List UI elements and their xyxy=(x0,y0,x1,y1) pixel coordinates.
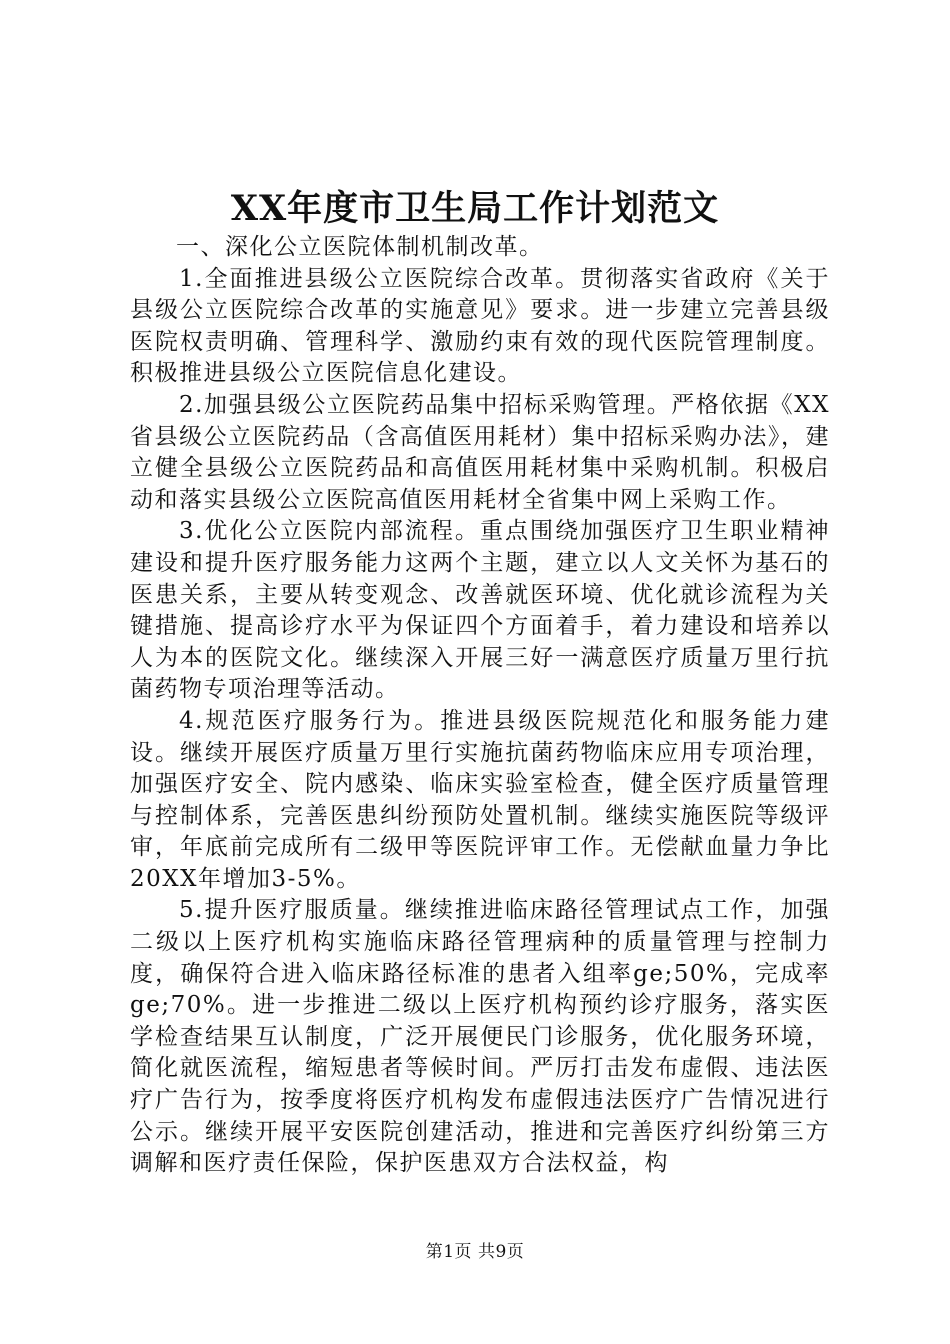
paragraph-5: 5.提升医疗服质量。继续推进临床路径管理试点工作，加强二级以上医疗机构实施临床路径管理病种的质量管理与控制力度，确保符合进入临床路径标准的患者入组率ge;50%，完成率ge;70%。进一步推进二级以上医疗机构预约诊疗服务，落实医学检查结果互认制度，广泛开展便民门诊服务，优化服务环境，简化就医流程，缩短患者等候时间。严厉打击发布虚假、违法医疗广告行为，按季度将医疗机构发布虚假违法医疗广告情况进行公示。继续开展平安医院创建活动，推进和完善医疗纠纷第三方调解和医疗责任保险，保护医患双方合法权益，构 xyxy=(130,897,830,1177)
document-title: XX年度市卫生局工作计划范文 xyxy=(230,188,720,229)
page-footer: 第1页 共9页 xyxy=(425,1242,525,1262)
paragraph-3: 3.优化公立医院内部流程。重点围绕加强医疗卫生职业精神建设和提升医疗服务能力这两个主题，建立以人文关怀为基石的医患关系，主要从转变观念、改善就医环境、优化就诊流程为关键措施、提高诊疗水平为保证四个方面着手，着力建设和培养以人为本的医院文化。继续深入开展三好一满意医疗质量万里行抗菌药物专项治理等活动。 xyxy=(130,518,830,703)
paragraph-1: 1.全面推进县级公立医院综合改革。贯彻落实省政府《关于县级公立医院综合改革的实施意见》要求。进一步建立完善县级医院权责明确、管理科学、激励约束有效的现代医院管理制度。积极推进县级公立医院信息化建设。 xyxy=(130,265,830,387)
paragraph-2: 2.加强县级公立医院药品集中招标采购管理。严格依据《XX省县级公立医院药品（含高值医用耗材）集中招标采购办法》，建立健全县级公立医院药品和高值医用耗材集中采购机制。积极启动和落实县级公立医院高值医用耗材全省集中网上采购工作。 xyxy=(130,391,830,513)
paragraph-4: 4.规范医疗服务行为。推进县级医院规范化和服务能力建设。继续开展医疗质量万里行实施抗菌药物临床应用专项治理，加强医疗安全、院内感染、临床实验室检查，健全医疗质量管理与控制体系，完善医患纠纷预防处置机制。继续实施医院等级评审，年底前完成所有二级甲等医院评审工作。无偿献血量力争比20XX年增加3-5%。 xyxy=(130,707,830,892)
document-body xyxy=(130,232,830,1180)
section-heading: 一、深化公立医院体制机制改革。 xyxy=(176,234,544,260)
